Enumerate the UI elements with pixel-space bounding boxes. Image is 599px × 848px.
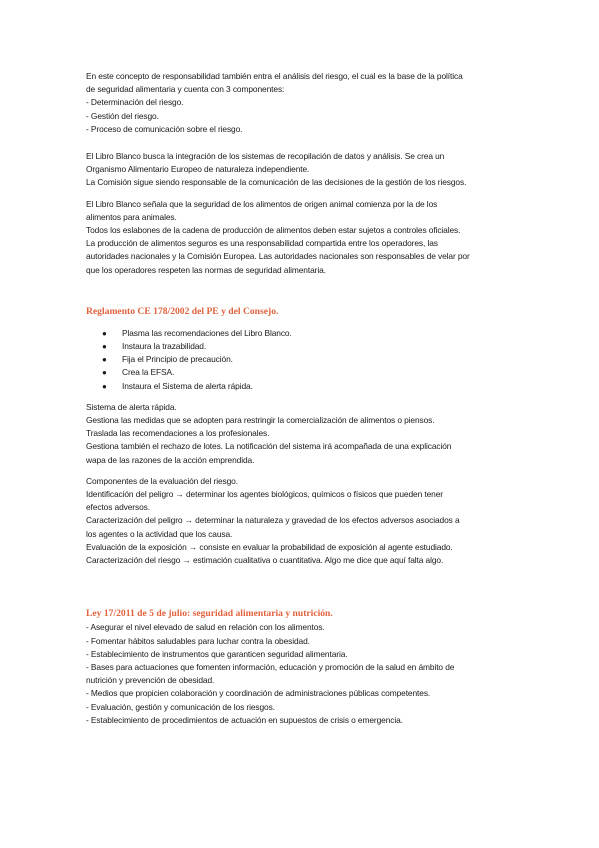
text-line: Identificación del peligro → determinar los agentes biológicos, químicos o físicos que pueden tener (86, 489, 443, 500)
bullet-icon: ● (102, 381, 107, 391)
section-title: Sistema de alerta rápida. (86, 401, 177, 412)
document-page (86, 70, 516, 727)
section-title: Componentes de la evaluación del riesgo. (86, 475, 238, 486)
bullet-icon: ● (102, 355, 107, 365)
list-item: ● Instaura la trazabilidad. (86, 340, 516, 353)
list-item: nutrición y prevención de obesidad. (86, 675, 215, 686)
libro-blanco-paragraph-2 (86, 198, 516, 277)
list-item: - Medios que propicien colaboración y coordinación de administraciones públicas competentes. (86, 688, 431, 699)
text-line: Traslada las recomendaciones a los profesionales. (86, 428, 270, 439)
libro-blanco-paragraph-1 (86, 150, 516, 190)
list-item: ● Fija el Principio de precaución. (86, 353, 516, 366)
text-line: En este concepto de responsabilidad también entra el análisis del riesgo, el cual es la base de la política (86, 71, 463, 81)
text-line: alimentos para animales. (86, 211, 177, 222)
text-line: que los operadores respeten las normas de seguridad alimentaria. (86, 264, 326, 275)
text-line: Caracterización del riesgo → estimación cualitativa o cuantitativa. Algo me dice que aquí falta algo. (86, 555, 444, 566)
list-item: ● Plasma las recomendaciones del Libro Blanco. (86, 327, 516, 340)
text-line: La producción de alimentos seguros es una responsabilidad compartida entre los operadores, las (86, 238, 438, 249)
list-item: ● Instaura el Sistema de alerta rápida. (86, 380, 516, 393)
text-line: wapa de las razones de la acción emprendida. (86, 454, 255, 465)
reglamento-heading: Reglamento CE 178/2002 del PE y del Consejo. (86, 305, 279, 317)
text-line: Gestiona también el rechazo de lotes. La notificación del sistema irá acompañada de una explicación (86, 441, 452, 452)
text-line: - Gestión del riesgo. (86, 110, 159, 121)
list-item: - Evaluación, gestión y comunicación de los riesgos. (86, 701, 275, 712)
text-line: efectos adversos. (86, 502, 150, 513)
text-line: Todos los eslabones de la cadena de producción de alimentos deben estar sujetos a controles oficiales. (86, 225, 461, 236)
reglamento-bullet-list (86, 327, 516, 393)
intro-paragraph (86, 70, 516, 136)
text-line: de seguridad alimentaria y cuenta con 3 componentes: (86, 84, 285, 95)
list-item: - Bases para actuaciones que fomenten información, educación y promoción de la salud en ámbito de (86, 661, 455, 672)
text-line: Evaluación de la exposición → consiste en evaluar la probabilidad de exposición al agente estudiado. (86, 541, 453, 552)
bullet-icon: ● (102, 328, 107, 338)
text-line: los agentes o la actividad que los causa. (86, 528, 233, 539)
text-line: Gestiona las medidas que se adopten para restringir la comercialización de alimentos o piensos. (86, 415, 435, 426)
text-line: Organismo Alimentario Europeo de naturaleza independiente. (86, 164, 310, 175)
list-item: - Asegurar el nivel elevado de salud en relación con los alimentos. (86, 622, 325, 633)
bullet-icon: ● (102, 342, 107, 352)
text-line: autoridades nacionales y la Comisión Europea. Las autoridades nacionales son responsables de velar por (86, 251, 470, 262)
text-line: - Proceso de comunicación sobre el riesgo. (86, 123, 243, 134)
list-item: - Fomentar hábitos saludables para luchar contra la obesidad. (86, 635, 310, 646)
text-line: El Libro Blanco busca la integración de los sistemas de recopilación de datos y análisis. Se crea un (86, 151, 445, 162)
ley-heading: Ley 17/2011 de 5 de julio: seguridad alimentaria y nutrición. (86, 608, 333, 620)
text-line: Caracterización del peligro → determinar la naturaleza y gravedad de los efectos adversos asociados a (86, 515, 460, 526)
bullet-icon: ● (102, 368, 107, 378)
text-line: - Determinación del riesgo. (86, 97, 184, 108)
alerta-section (86, 401, 516, 467)
text-line: El Libro Blanco señala que la seguridad de los alimentos de origen animal comienza por la de los (86, 198, 438, 209)
list-item: ● Crea la EFSA. (86, 366, 516, 379)
text-line: La Comisión sigue siendo responsable de la comunicación de las decisiones de la gestión de los riesgos. (86, 177, 467, 188)
ley-list (86, 621, 516, 727)
list-item: - Establecimiento de procedimientos de actuación en supuestos de crisis o emergencia. (86, 714, 403, 725)
componentes-section (86, 475, 516, 567)
list-item: - Establecimiento de instrumentos que garanticen seguridad alimentaria. (86, 648, 348, 659)
